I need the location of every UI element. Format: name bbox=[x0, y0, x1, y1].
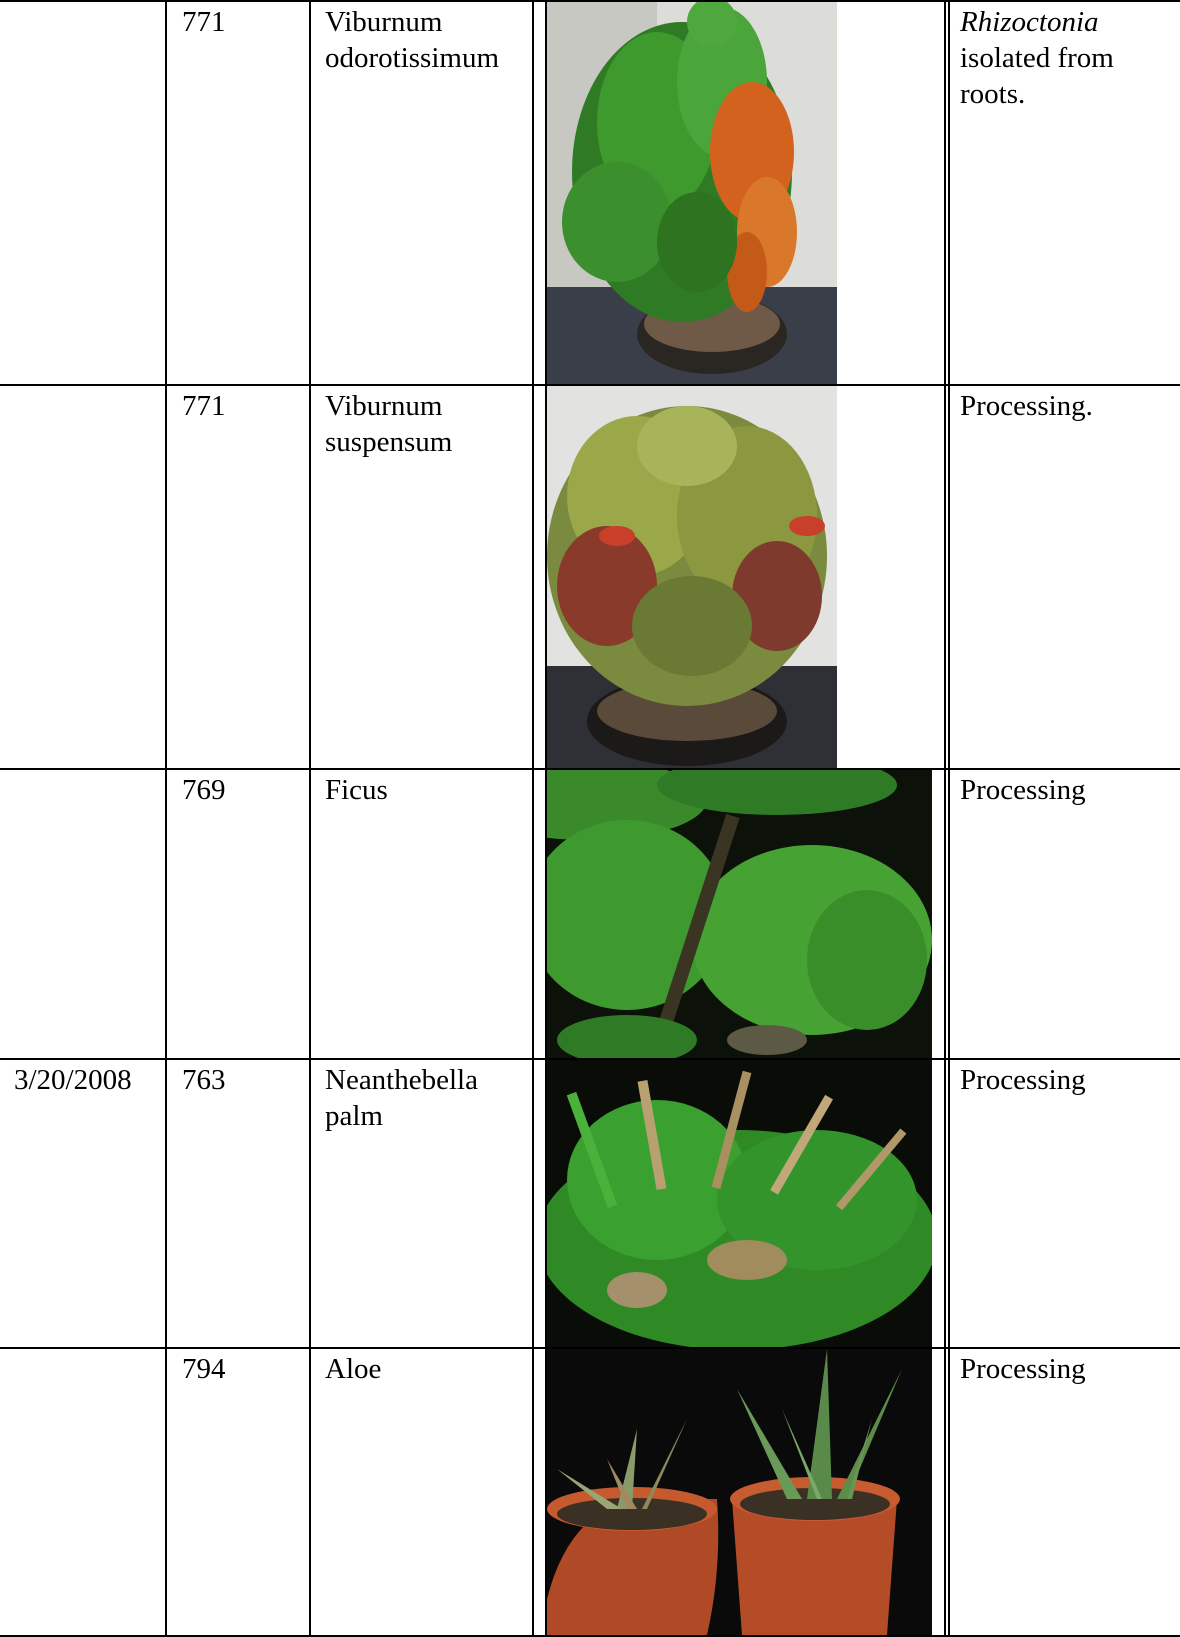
row4-plant-photo bbox=[547, 1060, 932, 1347]
row5-plant-photo bbox=[547, 1349, 932, 1635]
row1-result-text: isolated from roots. bbox=[960, 42, 1114, 110]
row4-plant: Neanthebella palm bbox=[325, 1064, 478, 1132]
row1-result-organism: Rhizoctonia bbox=[960, 6, 1099, 38]
row2-number: 771 bbox=[182, 390, 226, 422]
row5-result: Processing bbox=[960, 1353, 1086, 1385]
table-line-col4b bbox=[948, 0, 950, 1637]
row4-number: 763 bbox=[182, 1064, 226, 1096]
row5-number: 794 bbox=[182, 1353, 226, 1385]
row4-date: 3/20/2008 bbox=[14, 1064, 132, 1096]
row2-plant: Viburnum suspensum bbox=[325, 390, 453, 458]
row3-plant-photo bbox=[547, 770, 932, 1058]
row3-plant: Ficus bbox=[325, 774, 388, 806]
row4-result: Processing bbox=[960, 1064, 1086, 1096]
row2-result: Processing. bbox=[960, 390, 1093, 422]
row1-result bbox=[960, 4, 1114, 112]
table-line-col2 bbox=[309, 0, 311, 1637]
row5-plant: Aloe bbox=[325, 1353, 382, 1385]
row3-number: 769 bbox=[182, 774, 226, 806]
row1-plant: Viburnum odorotissimum bbox=[325, 6, 500, 74]
table-line-col4a bbox=[944, 0, 946, 1637]
row3-result: Processing bbox=[960, 774, 1086, 806]
table-line-col3a bbox=[532, 0, 534, 1637]
table-line-col1 bbox=[165, 0, 167, 1637]
row1-plant-photo bbox=[547, 2, 837, 384]
row2-plant-photo bbox=[547, 386, 837, 768]
row1-number: 771 bbox=[182, 6, 226, 38]
